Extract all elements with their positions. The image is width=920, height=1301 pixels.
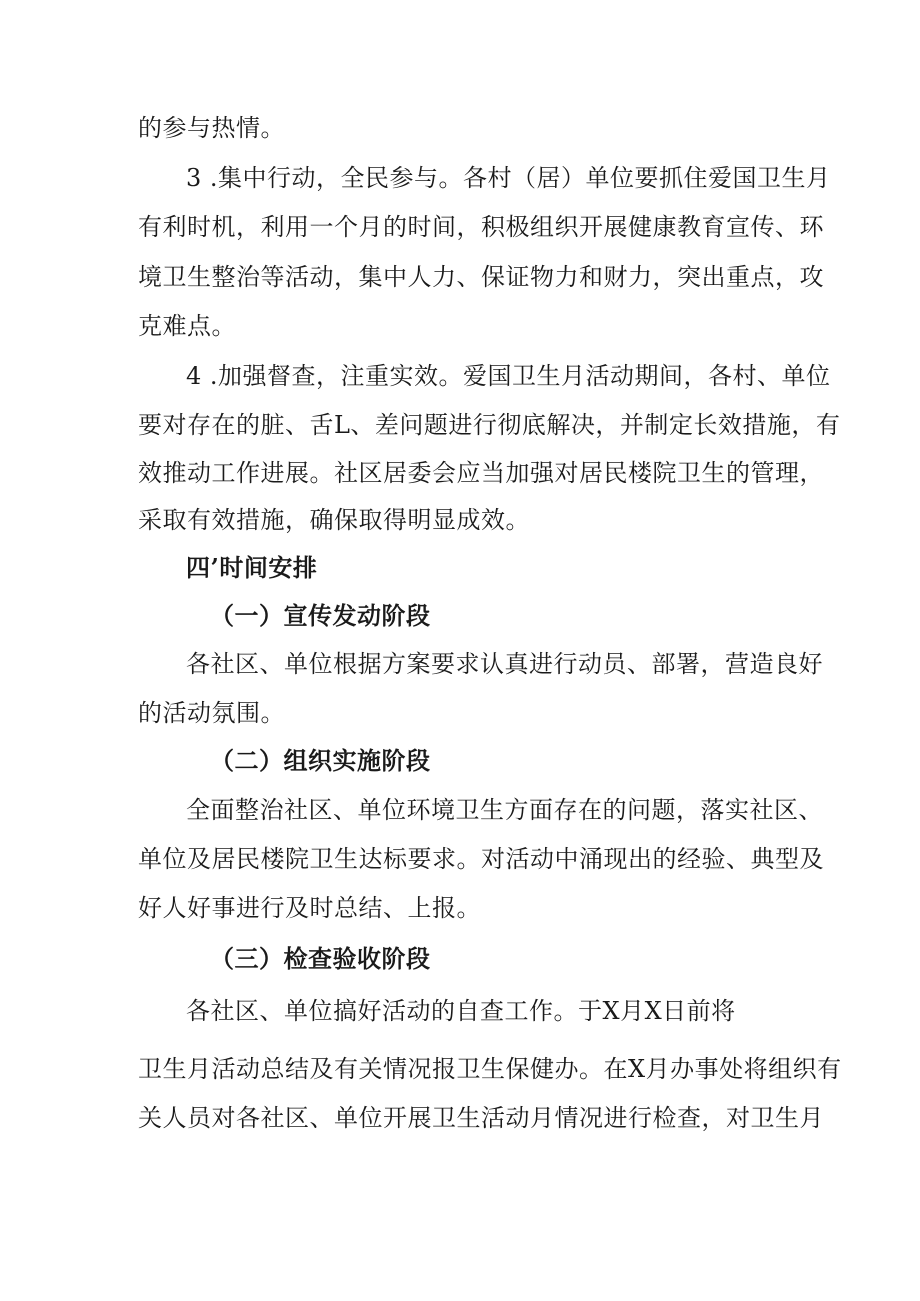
paragraph-line: 采取有效措施，确保取得明显成效。 [138, 506, 530, 534]
paragraph-line: 4 .加强督查，注重实效。爱国卫生月活动期间，各村、单位 [186, 362, 831, 390]
paragraph-line: 效推动工作进展。社区居委会应当加强对居民楼院卫生的管理， [138, 459, 824, 487]
paragraph-line: 单位及居民楼院卫生达标要求。对活动中涌现出的经验、典型及 [138, 845, 824, 873]
subsection-heading: （二）组织实施阶段 [210, 746, 431, 775]
section-heading: 四’时间安排 [186, 553, 318, 582]
paragraph-line: 要对存在的脏、舌L、差问题进行彻底解决，并制定长效措施，有 [138, 411, 841, 439]
subsection-heading: （三）检查验收阶段 [210, 944, 431, 973]
paragraph-line: 境卫生整治等活动，集中人力、保证物力和财力，突出重点，攻 [138, 263, 824, 291]
paragraph-line: 的参与热情。 [138, 114, 285, 142]
subsection-heading: （一）宣传发动阶段 [210, 601, 431, 630]
paragraph-line: 全面整治社区、单位环境卫生方面存在的问题，落实社区、 [186, 796, 823, 824]
paragraph-line: 有利时机，利用一个月的时间，积极组织开展健康教育宣传、环 [138, 213, 824, 241]
paragraph-line: 的活动氛围。 [138, 699, 285, 727]
paragraph-line: 各社区、单位搞好活动的自查工作。于X月X日前将 [186, 997, 736, 1025]
paragraph-line: 3 .集中行动，全民参与。各村（居）单位要抓住爱国卫生月 [186, 164, 831, 192]
paragraph-line: 各社区、单位根据方案要求认真进行动员、部署，营造良好 [186, 650, 823, 678]
paragraph-line: 克难点。 [138, 312, 236, 340]
paragraph-line: 好人好事进行及时总结、上报。 [138, 894, 481, 922]
paragraph-line: 关人员对各社区、单位开展卫生活动月情况进行检查，对卫生月 [138, 1104, 824, 1132]
paragraph-line: 卫生月活动总结及有关情况报卫生保健办。在X月办事处将组织有 [138, 1055, 842, 1083]
